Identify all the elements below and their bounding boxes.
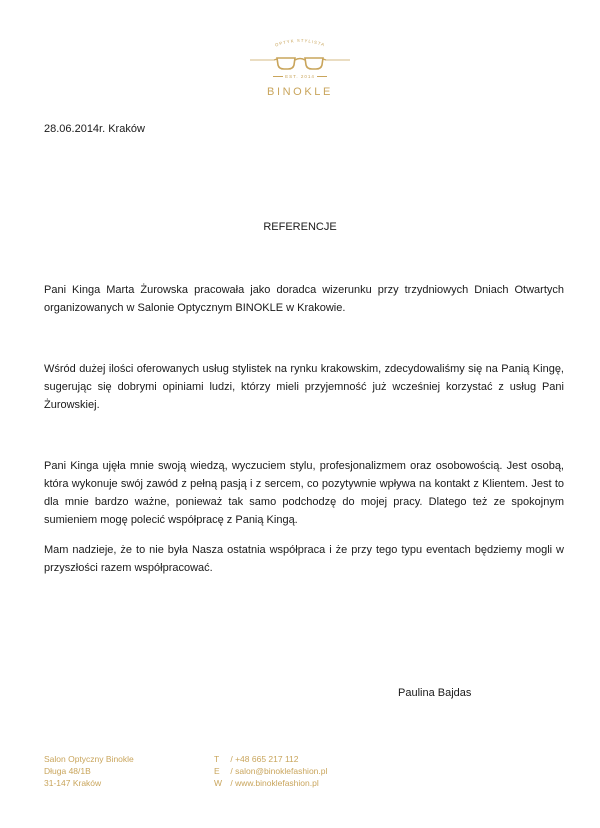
- email-value[interactable]: / salon@binoklefashion.pl: [230, 766, 328, 776]
- svg-text:OPTYK STYLISTA: [274, 38, 325, 48]
- footer-website: [214, 777, 414, 789]
- brand-logo: [240, 30, 360, 105]
- phone-value[interactable]: / +48 665 217 112: [230, 754, 299, 764]
- logo-tagline-arc: [240, 36, 360, 48]
- email-label: E: [214, 766, 220, 776]
- website-label: W: [214, 778, 223, 788]
- footer-phone: [214, 753, 414, 765]
- paragraph-1: Pani Kinga Marta Żurowska pracowała jako doradca wizerunku przy trzydniowych Dniach Otwartych organizowanych w Salonie Optycznym BINOKLE w Krakowie.: [44, 284, 564, 314]
- footer-address-line: Salon Optyczny Binokle: [44, 754, 134, 764]
- logo-est-line: [240, 74, 360, 79]
- paragraph-3: Pani Kinga ujęła mnie swoją wiedzą, wyczuciem stylu, profesjonalizmem oraz osobowością. Jest osobą, która wykonuje swój zawód z pełną pasją i z sercem, co pozytywnie wpływa na kontakt z Klientem. Jest to dla mnie bardzo ważne, ponieważ tak samo podchodzę do mojej pracy. Dlatego też ze spokojnym sumieniem mogę polecić współpracę z Panią Kingą.: [44, 460, 564, 526]
- document-heading: REFERENCJE: [263, 221, 337, 233]
- logo-tagline: OPTYK STYLISTA: [274, 37, 326, 48]
- footer-address-line: 31-147 Kraków: [44, 778, 102, 788]
- logo-est: EST. 2014: [285, 74, 315, 79]
- footer-contacts: [214, 753, 414, 789]
- paragraph-2: Wśród dużej ilości oferowanych usług stylistek na rynku krakowskim, zdecydowaliśmy się na Panią Kingę, sugerując się dobrymi opiniami ludzi, którzy mieli przyjemność już wcześniej korzystać z usług Pani Żurowskiej.: [44, 363, 564, 411]
- logo-brand: BINOKLE: [267, 86, 333, 98]
- footer-address: [44, 753, 194, 789]
- paragraph-4: Mam nadzieje, że to nie była Nasza ostatnia współpraca i że przy tego typu eventach będziemy mogli w przyszłości razem współpracować.: [44, 544, 564, 574]
- signature-name: Paulina Bajdas: [398, 687, 472, 699]
- footer-email: [214, 765, 414, 777]
- glasses-icon: [250, 52, 350, 74]
- footer-address-line: Długa 48/1B: [44, 766, 91, 776]
- website-value[interactable]: / www.binoklefashion.pl: [230, 778, 319, 788]
- date-line: 28.06.2014r. Kraków: [44, 123, 145, 135]
- phone-label: T: [214, 754, 220, 764]
